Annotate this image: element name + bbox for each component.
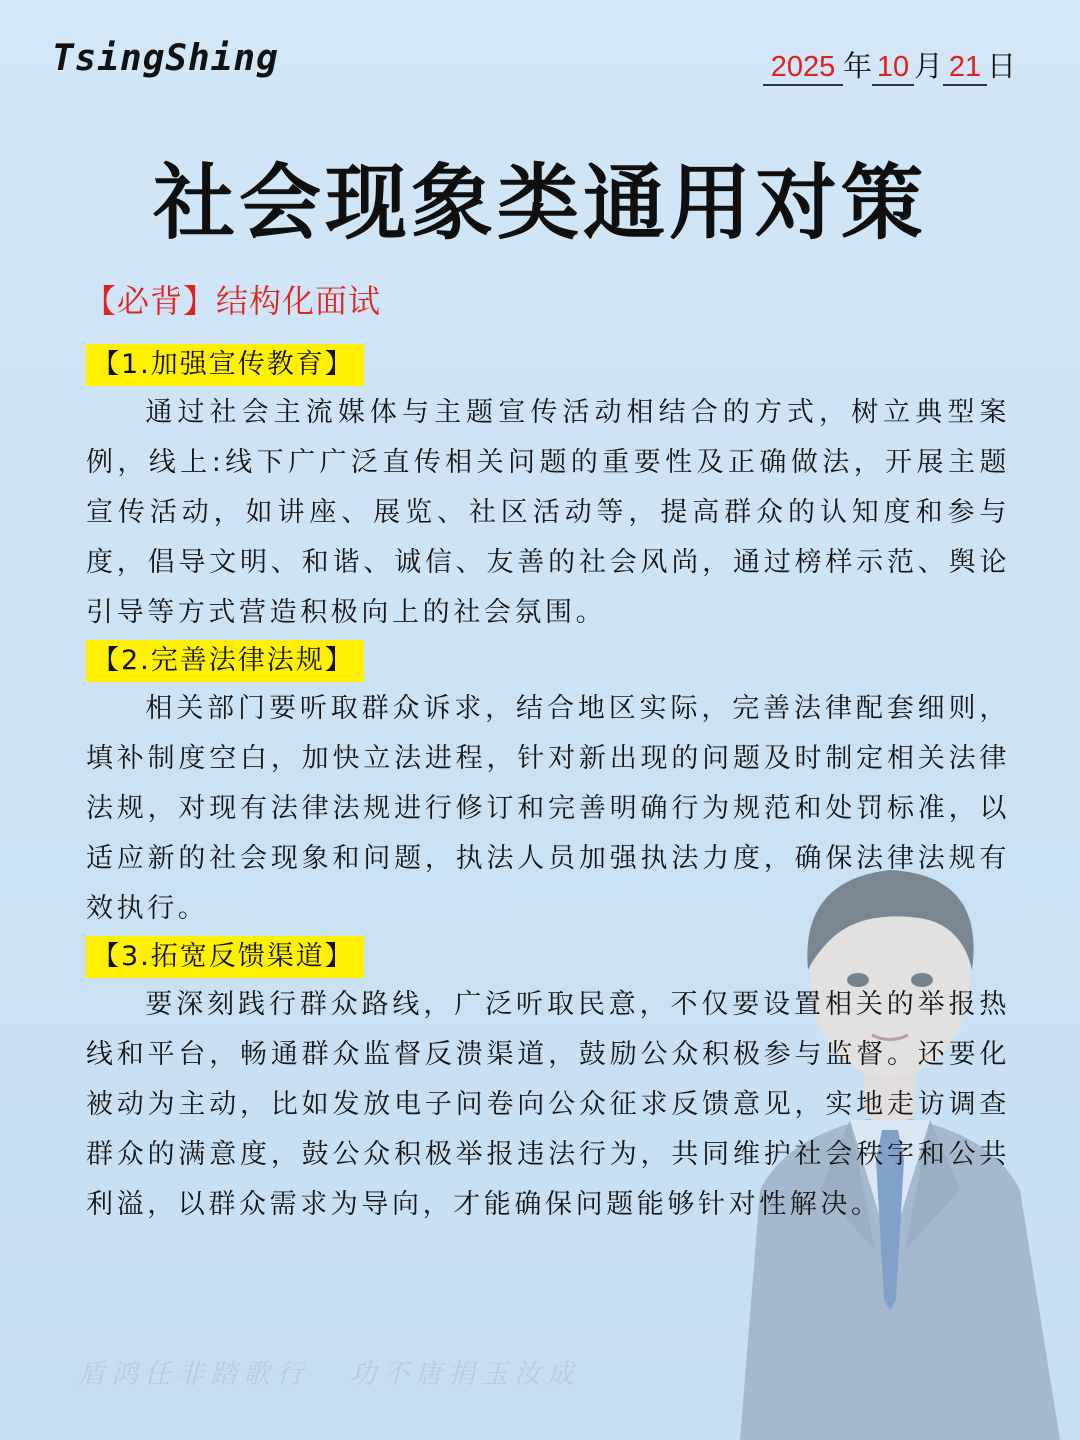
section-paragraph: 要深刻践行群众路线，广泛听取民意，不仅要设置相关的举报热线和平台，畅通群众监督反溃渠道，鼓励公众积极参与监督。还要化被动为主动，比如发放电子问卷向公众征求反馈意见，实地走访调查群众的满意度，鼓公众积极举报违法行为，共同维护社会秩字和公共利溢，以群众需求为导向，才能确保问题能够针对性解决。 xyxy=(86,989,1010,1220)
section-paragraph: 通过社会主流媒体与主题宣传活动相结合的方式，树立典型案例，线上:线下广广泛直传相关问题的重要性及正确做法，开展主题宣传活动，如讲座、展览、社区活动等，提高群众的认知度和参与度，倡导文明、和谐、诚信、友善的社会风尚，通过榜样示范、舆论引导等方式营造积极向上的社会氛围。 xyxy=(86,397,1010,628)
date-month: 10 xyxy=(872,50,914,86)
brand-logo: TsingShing xyxy=(52,38,279,79)
date-line xyxy=(763,44,1016,86)
section-heading: 【3.拓宽反馈渠道】 xyxy=(86,936,364,978)
subtitle-tag: 【必背】结构化面试 xyxy=(84,282,382,320)
motto-left: 盾鸿任非踏歌行 xyxy=(78,1359,309,1390)
section-1 xyxy=(86,344,1010,638)
section-heading: 【2.完善法律法规】 xyxy=(86,640,364,682)
section-2 xyxy=(86,640,1010,934)
date-day: 21 xyxy=(943,50,987,86)
footer-motto xyxy=(78,1352,580,1391)
section-paragraph: 相关部门要听取群众诉求，结合地区实际，完善法律配套细则，填补制度空白，加快立法进程，针对新出现的问题及时制定相关法律法规，对现有法律法规进行修订和完善明确行为规范和处罚标准，以适应新的社会现象和问题，执法人员加强执法力度，确保法律法规有效执行。 xyxy=(86,693,1010,924)
content-body xyxy=(86,344,1010,1232)
section-3 xyxy=(86,936,1010,1230)
date-day-unit: 日 xyxy=(986,51,1016,83)
date-year: 2025 xyxy=(763,50,843,86)
section-heading: 【1.加强宣传教育】 xyxy=(86,344,364,386)
date-year-unit: 年 xyxy=(842,51,872,83)
date-month-unit: 月 xyxy=(913,51,943,83)
motto-right: 功不唐捐玉汝成 xyxy=(349,1359,580,1390)
page-title: 社会现象类通用对策 xyxy=(152,156,927,251)
